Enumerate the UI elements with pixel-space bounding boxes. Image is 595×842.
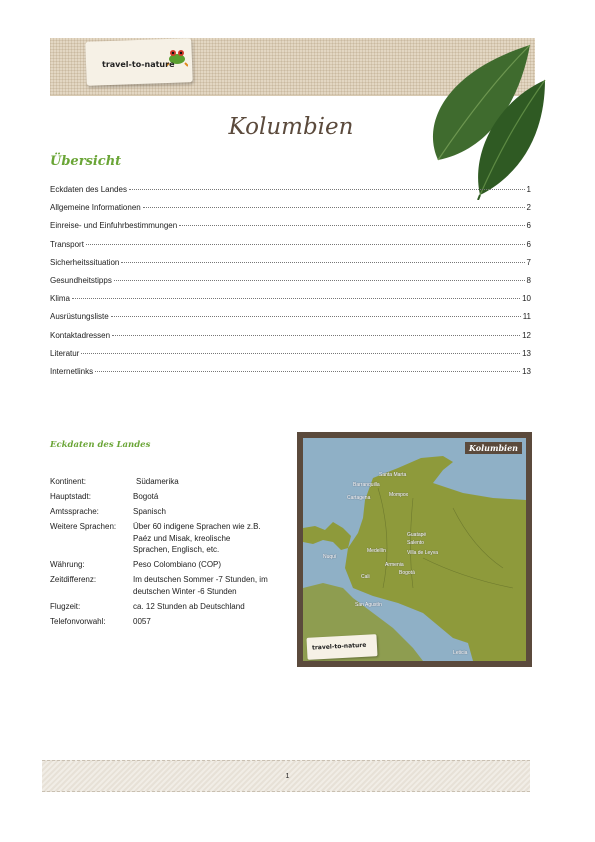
toc-entry-page: 8 [526, 275, 531, 285]
toc-entry-page: 13 [522, 348, 531, 358]
overview-heading: Übersicht [50, 154, 122, 169]
toc-dot-leader [86, 244, 525, 245]
fact-label: Flugzeit: [50, 601, 81, 611]
toc-entry-label: Kontaktadressen [50, 330, 111, 340]
toc-entry[interactable] [50, 240, 531, 258]
toc-entry[interactable] [50, 258, 531, 276]
map-city-label: Bogotá [399, 570, 415, 576]
toc-entry-page: 1 [526, 185, 531, 194]
toc-entry-label: Internetlinks [50, 366, 94, 376]
map-title-label: Kolumbien [465, 442, 522, 454]
map-city-label: Santa Marta [379, 472, 407, 478]
map-brand-logo: travel-to-nature [306, 634, 377, 660]
toc-entry-label: Ausrüstungsliste [50, 312, 109, 322]
toc-entry[interactable] [50, 349, 531, 367]
fact-label: Amtssprache: [50, 507, 99, 516]
fact-label: Währung: [50, 560, 85, 569]
map-city-label: Nuquí [323, 554, 337, 560]
fact-value: Bogotá [133, 492, 159, 501]
toc-entry[interactable] [50, 221, 531, 239]
toc-entry-page: 6 [526, 239, 531, 249]
toc-entry-page: 10 [522, 294, 531, 304]
table-of-contents [50, 185, 531, 385]
toc-entry-label: Klima [50, 294, 71, 304]
toc-entry[interactable] [50, 203, 531, 221]
toc-dot-leader [81, 353, 520, 354]
fact-label: Hauptstadt: [50, 492, 91, 501]
fact-row [50, 491, 290, 503]
map-city-label: Cartagena [347, 495, 371, 501]
toc-entry-label: Allgemeine Informationen [50, 203, 141, 213]
brand-logo-text: travel-to-nature [102, 60, 175, 69]
map-city-label: Salento [407, 540, 424, 546]
toc-dot-leader [72, 298, 520, 299]
fact-value: Über 60 indigene Sprachen wie z.B. Paéz und Misak, kreolische Sprachen, Englisch, etc. [133, 522, 261, 554]
toc-entry[interactable] [50, 331, 531, 349]
toc-entry-page: 12 [522, 330, 531, 340]
toc-entry[interactable] [50, 312, 531, 330]
toc-entry-label: Einreise- und Einfuhrbestimmungen [50, 221, 178, 231]
toc-dot-leader [111, 316, 521, 317]
fact-value: Peso Colombiano (COP) [133, 560, 222, 569]
panama-land-shape [303, 522, 351, 550]
page-title: Kolumbien [228, 114, 354, 140]
fact-row [50, 559, 290, 571]
toc-entry-label: Gesundheitstipps [50, 275, 112, 285]
fact-row [50, 601, 290, 613]
fact-value: Südamerika [136, 477, 179, 486]
toc-dot-leader [179, 225, 524, 226]
fact-value: Im deutschen Sommer -7 Stunden, im deutschen Winter -6 Stunden [133, 575, 268, 596]
toc-dot-leader [121, 262, 524, 263]
fact-row [50, 476, 290, 488]
map-city-label: Mompox [389, 492, 409, 498]
fact-label: Telefonvorwahl: [50, 616, 106, 626]
fact-label: Zeitdifferenz: [50, 575, 97, 584]
fact-row [50, 521, 290, 556]
map-city-label: Armenia [385, 562, 404, 568]
toc-entry-page: 2 [526, 203, 531, 213]
fact-row [50, 616, 290, 628]
map-city-label: Villa de Leyva [407, 550, 439, 556]
toc-entry[interactable] [50, 276, 531, 294]
fact-label: Weitere Sprachen: [50, 522, 117, 531]
page-number: 1 [285, 773, 290, 780]
fact-value: ca. 12 Stunden ab Deutschland [133, 601, 245, 611]
toc-entry-page: 7 [526, 257, 531, 267]
toc-entry[interactable] [50, 294, 531, 312]
toc-dot-leader [112, 335, 520, 336]
facts-table [50, 476, 290, 631]
map-city-label: Guatapé [407, 532, 427, 538]
map-city-label: Barranquilla [353, 482, 380, 488]
map-city-label: San Agustín [355, 602, 382, 608]
toc-dot-leader [143, 207, 525, 208]
toc-dot-leader [129, 189, 525, 190]
fact-value: Spanisch [133, 507, 166, 516]
toc-dot-leader [114, 280, 525, 281]
fact-label: Kontinent: [50, 477, 87, 486]
fact-row [50, 506, 290, 518]
toc-entry[interactable] [50, 367, 531, 385]
map-city-label: Medellín [367, 548, 386, 554]
facts-heading: Eckdaten des Landes [50, 440, 151, 450]
map-canvas [303, 438, 526, 661]
colombia-map [297, 432, 532, 667]
fact-row [50, 574, 290, 597]
toc-entry-page: 6 [526, 221, 531, 231]
map-city-label: Cali [361, 574, 370, 580]
toc-entry[interactable] [50, 185, 531, 203]
toc-entry-label: Transport [50, 239, 84, 249]
toc-entry-label: Eckdaten des Landes [50, 185, 127, 194]
fact-value: 0057 [133, 616, 151, 626]
map-city-label: Leticia [453, 650, 468, 656]
toc-entry-page: 11 [522, 312, 531, 322]
toc-dot-leader [95, 371, 520, 372]
toc-entry-page: 13 [522, 366, 531, 376]
toc-entry-label: Literatur [50, 348, 80, 358]
toc-entry-label: Sicherheitssituation [50, 257, 120, 267]
